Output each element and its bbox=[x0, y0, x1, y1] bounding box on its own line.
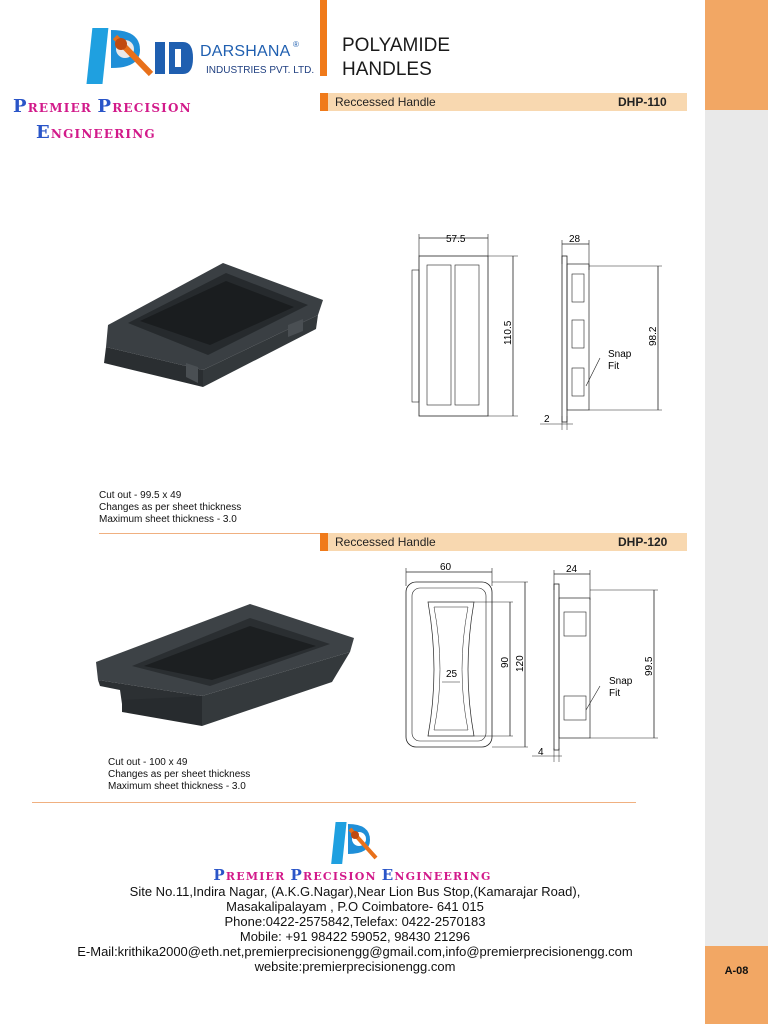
snap-fit-label-2: Fit bbox=[609, 688, 621, 699]
side-strip-bottom-tab bbox=[705, 946, 768, 1024]
section-code: DHP-110 bbox=[618, 95, 667, 109]
section-band-accent bbox=[320, 93, 328, 111]
brand-name: DARSHANA bbox=[200, 43, 291, 60]
spec-line: Cut out - 99.5 x 49 bbox=[99, 490, 182, 501]
handle-photo-dhp110 bbox=[98, 255, 328, 390]
side-strip-top-tab bbox=[705, 0, 768, 110]
section-category: Reccessed Handle bbox=[335, 95, 436, 109]
dim-side-height: 98.2 bbox=[648, 326, 659, 346]
spec-line: Cut out - 100 x 49 bbox=[108, 757, 188, 768]
spec-line: Maximum sheet thickness - 3.0 bbox=[99, 514, 237, 525]
website-line: website:premierprecisionengg.com bbox=[254, 959, 456, 974]
dim-inner-width: 25 bbox=[446, 669, 458, 680]
company-name-line1: PREMIER PRECISION bbox=[13, 96, 192, 117]
mobile-line: Mobile: +91 98422 59052, 98430 21296 bbox=[239, 929, 471, 944]
handle-photo-dhp120 bbox=[92, 600, 360, 735]
side-view-drawing-dhp110 bbox=[530, 230, 670, 430]
title-accent-bar bbox=[320, 0, 327, 76]
section-code: DHP-120 bbox=[618, 535, 668, 549]
company-logo-icon bbox=[330, 818, 380, 868]
dim-flange: 4 bbox=[538, 747, 544, 758]
snap-fit-label-1: Snap bbox=[609, 676, 633, 687]
page-number: A-08 bbox=[724, 965, 749, 977]
side-view-drawing-dhp120 bbox=[530, 560, 670, 770]
spec-line: Changes as per sheet thickness bbox=[108, 769, 251, 780]
dim-flange: 2 bbox=[544, 414, 550, 425]
dim-side-height: 99.5 bbox=[644, 656, 655, 676]
dim-side-depth: 24 bbox=[566, 564, 578, 575]
page-title: POLYAMIDE HANDLES bbox=[342, 35, 451, 80]
section-category: Reccessed Handle bbox=[335, 535, 436, 549]
darshana-logo-icon bbox=[85, 22, 200, 88]
dim-front-height: 110.5 bbox=[503, 320, 514, 345]
dim-front-height: 120 bbox=[515, 655, 526, 672]
spec-block-dhp120 bbox=[108, 757, 250, 793]
dim-inner-height: 90 bbox=[500, 656, 511, 668]
phone-line: Phone:0422-2575842,Telefax: 0422-2570183 bbox=[224, 914, 486, 929]
dim-front-width: 60 bbox=[440, 562, 452, 573]
brand-subtitle: INDUSTRIES PVT. LTD. bbox=[206, 65, 315, 76]
footer-address-block bbox=[0, 884, 710, 974]
snap-fit-label-1: Snap bbox=[608, 349, 632, 360]
footer-divider bbox=[32, 802, 636, 803]
front-view-drawing-dhp120 bbox=[398, 560, 533, 760]
section-divider bbox=[99, 533, 320, 534]
email-line: E-Mail:krithika2000@eth.net,premierprecisionengg@gmail.com,info@premierprecisionengg.com bbox=[77, 944, 633, 959]
snap-fit-label-2: Fit bbox=[608, 361, 620, 372]
front-view-drawing-dhp110 bbox=[398, 230, 528, 430]
spec-block-dhp110 bbox=[99, 490, 241, 526]
footer-company-name: PREMIER PRECISION ENGINEERING bbox=[213, 866, 492, 884]
dim-side-depth: 28 bbox=[569, 234, 581, 245]
address-line: Masakalipalayam , P.O Coimbatore- 641 015 bbox=[226, 899, 484, 914]
spec-line: Changes as per sheet thickness bbox=[99, 502, 242, 513]
side-strip bbox=[705, 0, 768, 1024]
spec-line: Maximum sheet thickness - 3.0 bbox=[108, 781, 246, 792]
address-line: Site No.11,Indira Nagar, (A.K.G.Nagar),Near Lion Bus Stop,(Kamarajar Road), bbox=[129, 884, 581, 899]
section-band-accent bbox=[320, 533, 328, 551]
dim-front-width: 57.5 bbox=[446, 234, 466, 245]
company-name-line2: ENGINEERING bbox=[36, 122, 156, 143]
brand-registered-mark: ® bbox=[293, 40, 299, 49]
